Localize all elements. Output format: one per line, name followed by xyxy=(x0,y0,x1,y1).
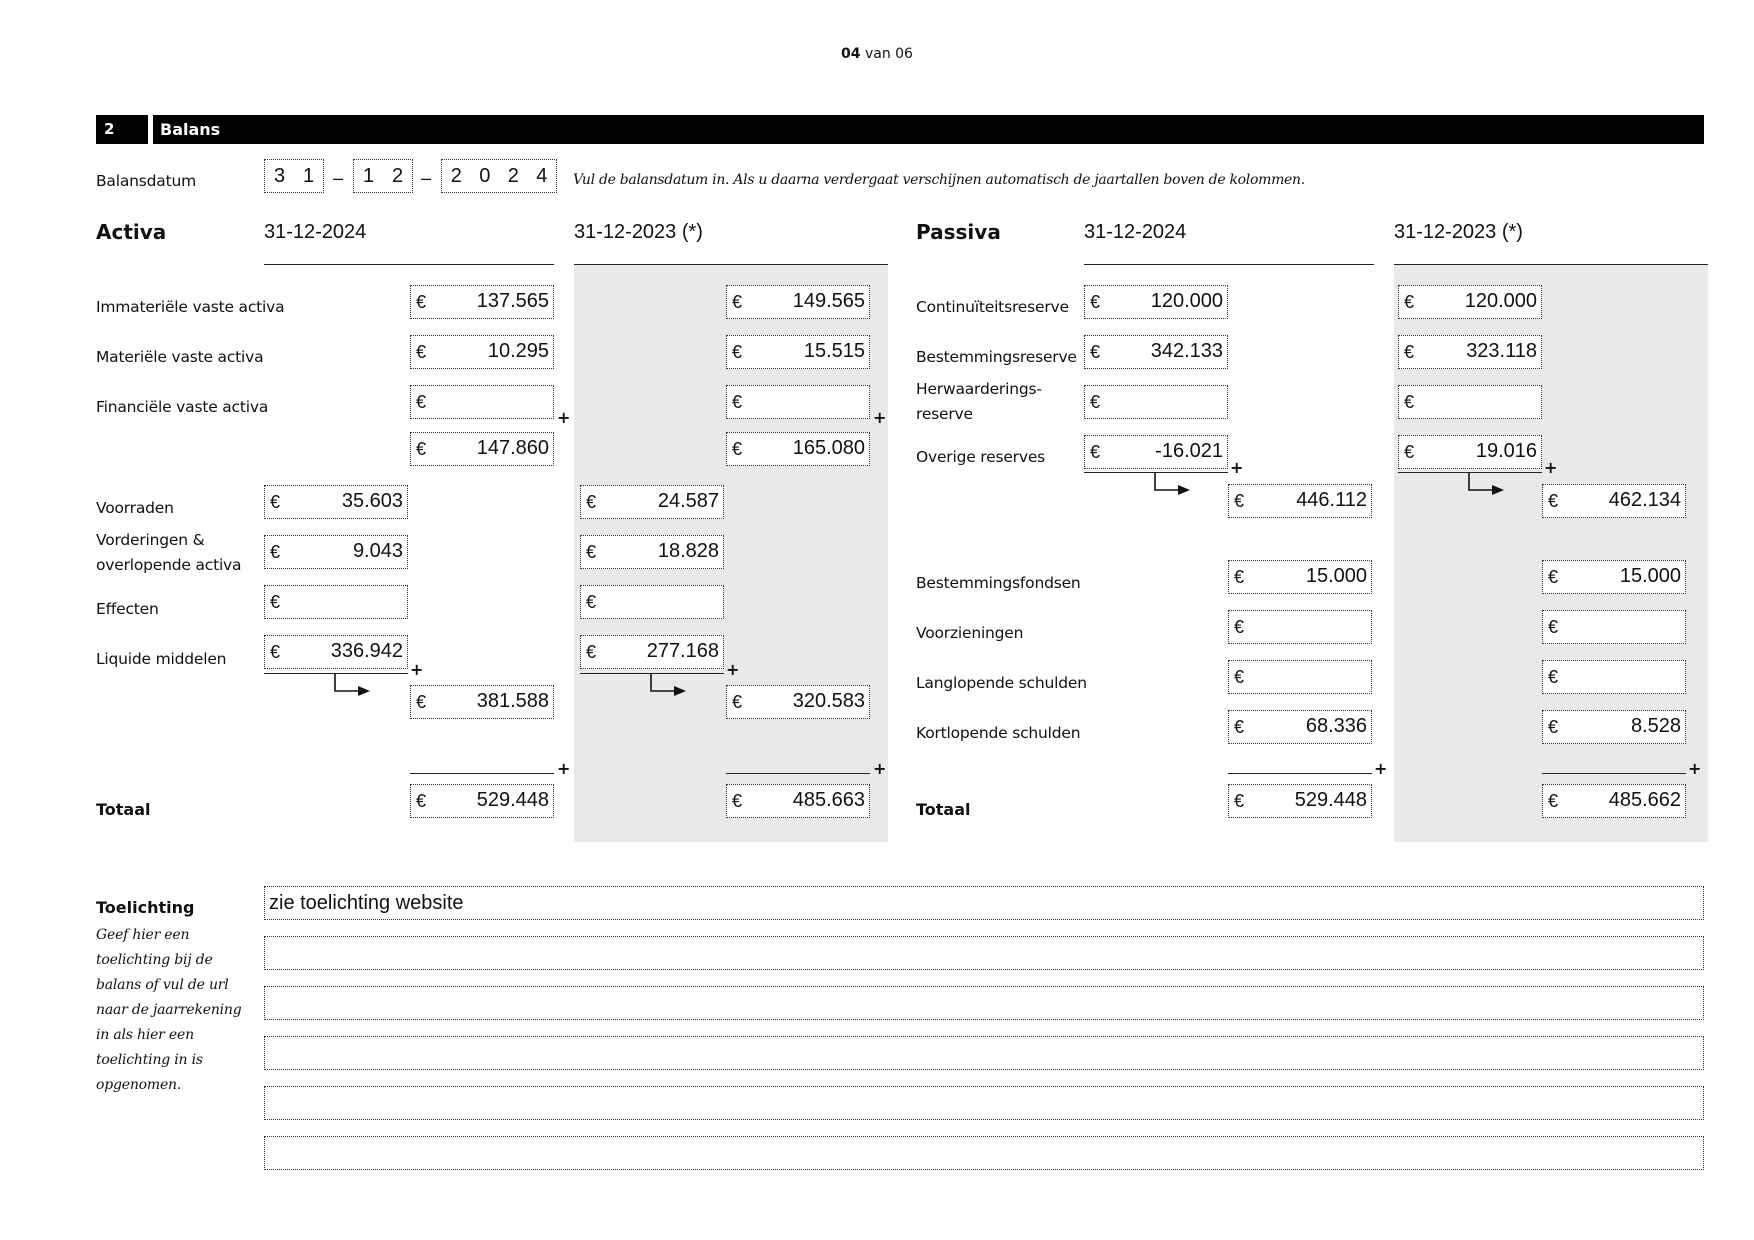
overige-2024-input[interactable]: € -16.021 xyxy=(1084,435,1228,469)
immateriele-2024-input[interactable]: € 137.565 xyxy=(410,285,554,319)
passiva-col-2024: 31-12-2024 xyxy=(1084,221,1187,243)
label-materiele-vaste-activa: Materiële vaste activa xyxy=(96,348,264,366)
column-rule xyxy=(1084,264,1374,265)
arrow-icon xyxy=(650,674,690,702)
section-title: Balans xyxy=(160,120,221,139)
balansdatum-label: Balansdatum xyxy=(96,172,196,190)
kortlopende-2023-input[interactable]: € 8.528 xyxy=(1542,710,1686,744)
continuiteit-2023-input[interactable]: € 120.000 xyxy=(1398,285,1542,319)
financiele-2024-input[interactable]: € xyxy=(410,385,554,419)
plus-sign: + xyxy=(873,408,887,427)
sum-rule xyxy=(410,773,554,774)
label-continuiteitsreserve: Continuïteitsreserve xyxy=(916,298,1069,316)
plus-sign: + xyxy=(873,759,887,778)
vorderingen-2023-input[interactable]: € 18.828 xyxy=(580,535,724,569)
materiele-2023-input[interactable]: € 15.515 xyxy=(726,335,870,369)
section-number: 2 xyxy=(104,120,115,138)
vlottende-activa-2023-subtotal: € 320.583 xyxy=(726,685,870,719)
vorderingen-2024-input[interactable]: € 9.043 xyxy=(264,535,408,569)
totaal-passiva-2024: € 529.448 xyxy=(1228,784,1372,818)
passiva-col-2023: 31-12-2023 (*) xyxy=(1394,221,1523,243)
effecten-2023-input[interactable]: € xyxy=(580,585,724,619)
effecten-2024-input[interactable]: € xyxy=(264,585,408,619)
vaste-activa-2024-subtotal: € 147.860 xyxy=(410,432,554,466)
label-bestemmingsfondsen: Bestemmingsfondsen xyxy=(916,574,1081,592)
sum-rule xyxy=(726,773,870,774)
label-overige-reserves: Overige reserves xyxy=(916,448,1046,466)
materiele-2024-input[interactable]: € 10.295 xyxy=(410,335,554,369)
date-year-input[interactable]: 2 0 2 4 xyxy=(441,159,557,193)
label-langlopende-schulden: Langlopende schulden xyxy=(916,674,1087,692)
label-kortlopende-schulden: Kortlopende schulden xyxy=(916,724,1081,742)
arrow-icon xyxy=(334,674,374,702)
passiva-heading: Passiva xyxy=(916,220,1001,244)
date-day-input[interactable]: 3 1 xyxy=(264,159,324,193)
immateriele-2023-input[interactable]: € 149.565 xyxy=(726,285,870,319)
liquide-2024-input[interactable]: € 336.942 xyxy=(264,635,408,669)
toelichting-input-2[interactable] xyxy=(264,936,1704,970)
plus-sign: + xyxy=(1374,759,1388,778)
overige-2023-input[interactable]: € 19.016 xyxy=(1398,435,1542,469)
toelichting-note: Geef hier een toelichting bij de balans of vul de url naar de jaarrekening in als hier een toelichting in is opgenomen. xyxy=(96,927,242,1093)
totaal-passiva-2023: € 485.662 xyxy=(1542,784,1686,818)
langlopende-2024-input[interactable]: € xyxy=(1228,660,1372,694)
toelichting-label: Toelichting xyxy=(96,898,195,917)
plus-sign: + xyxy=(1544,458,1558,477)
continuiteit-2024-input[interactable]: € 120.000 xyxy=(1084,285,1228,319)
kortlopende-2024-input[interactable]: € 68.336 xyxy=(1228,710,1372,744)
section-header xyxy=(96,115,1704,144)
reserves-2023-subtotal: € 462.134 xyxy=(1542,484,1686,518)
vaste-activa-2023-subtotal: € 165.080 xyxy=(726,432,870,466)
totaal-activa-2023: € 485.663 xyxy=(726,784,870,818)
section-divider xyxy=(148,115,153,144)
bestemmingsreserve-2023-input[interactable]: € 323.118 xyxy=(1398,335,1542,369)
date-separator: – xyxy=(333,168,344,188)
label-bestemmingsreserve: Bestemmingsreserve xyxy=(916,348,1077,366)
activa-heading: Activa xyxy=(96,220,167,244)
bestemmingsfondsen-2023-input[interactable]: € 15.000 xyxy=(1542,560,1686,594)
balansdatum-hint: Vul de balansdatum in. Als u daarna verdergaat verschijnen automatisch de jaartallen boven de kolommen. xyxy=(573,172,1305,188)
sum-rule xyxy=(1228,773,1372,774)
column-rule xyxy=(574,264,888,265)
reserves-2024-subtotal: € 446.112 xyxy=(1228,484,1372,518)
label-vorderingen-2: overlopende activa xyxy=(96,556,242,574)
label-vorderingen-1: Vorderingen & xyxy=(96,531,205,549)
plus-sign: + xyxy=(557,759,571,778)
herwaardering-2024-input[interactable]: € xyxy=(1084,385,1228,419)
column-rule xyxy=(1394,264,1708,265)
liquide-2023-input[interactable]: € 277.168 xyxy=(580,635,724,669)
label-voorzieningen: Voorzieningen xyxy=(916,624,1024,642)
activa-col-2024: 31-12-2024 xyxy=(264,221,367,243)
date-separator: – xyxy=(421,168,432,188)
voorraden-2024-input[interactable]: € 35.603 xyxy=(264,485,408,519)
label-totaal-activa: Totaal xyxy=(96,800,151,819)
vlottende-activa-2024-subtotal: € 381.588 xyxy=(410,685,554,719)
financiele-2023-input[interactable]: € xyxy=(726,385,870,419)
voorzieningen-2024-input[interactable]: € xyxy=(1228,610,1372,644)
toelichting-input-4[interactable] xyxy=(264,1036,1704,1070)
toelichting-input-1[interactable]: zie toelichting website xyxy=(264,886,1704,920)
plus-sign: + xyxy=(557,408,571,427)
bestemmingsfondsen-2024-input[interactable]: € 15.000 xyxy=(1228,560,1372,594)
langlopende-2023-input[interactable]: € xyxy=(1542,660,1686,694)
plus-sign: + xyxy=(1230,458,1244,477)
label-voorraden: Voorraden xyxy=(96,499,174,517)
plus-sign: + xyxy=(726,660,740,679)
voorraden-2023-input[interactable]: € 24.587 xyxy=(580,485,724,519)
label-totaal-passiva: Totaal xyxy=(916,800,971,819)
bestemmingsreserve-2024-input[interactable]: € 342.133 xyxy=(1084,335,1228,369)
activa-col-2023: 31-12-2023 (*) xyxy=(574,221,703,243)
plus-sign: + xyxy=(1688,759,1702,778)
label-immateriele-vaste-activa: Immateriële vaste activa xyxy=(96,298,285,316)
column-rule xyxy=(264,264,554,265)
label-liquide-middelen: Liquide middelen xyxy=(96,650,227,668)
sum-rule xyxy=(1542,773,1686,774)
herwaardering-2023-input[interactable]: € xyxy=(1398,385,1542,419)
label-financiele-vaste-activa: Financiële vaste activa xyxy=(96,398,269,416)
plus-sign: + xyxy=(410,660,424,679)
date-month-input[interactable]: 1 2 xyxy=(353,159,413,193)
totaal-activa-2024: € 529.448 xyxy=(410,784,554,818)
label-herwaarderingsreserve-2: reserve xyxy=(916,405,973,423)
voorzieningen-2023-input[interactable]: € xyxy=(1542,610,1686,644)
page-number: 04 van 06 xyxy=(841,46,913,62)
toelichting-input-6[interactable] xyxy=(264,1136,1704,1170)
toelichting-input-3[interactable] xyxy=(264,986,1704,1020)
arrow-icon xyxy=(1154,473,1194,501)
label-herwaarderingsreserve-1: Herwaarderings- xyxy=(916,380,1042,398)
toelichting-input-5[interactable] xyxy=(264,1086,1704,1120)
label-effecten: Effecten xyxy=(96,600,159,618)
arrow-icon xyxy=(1468,473,1508,501)
